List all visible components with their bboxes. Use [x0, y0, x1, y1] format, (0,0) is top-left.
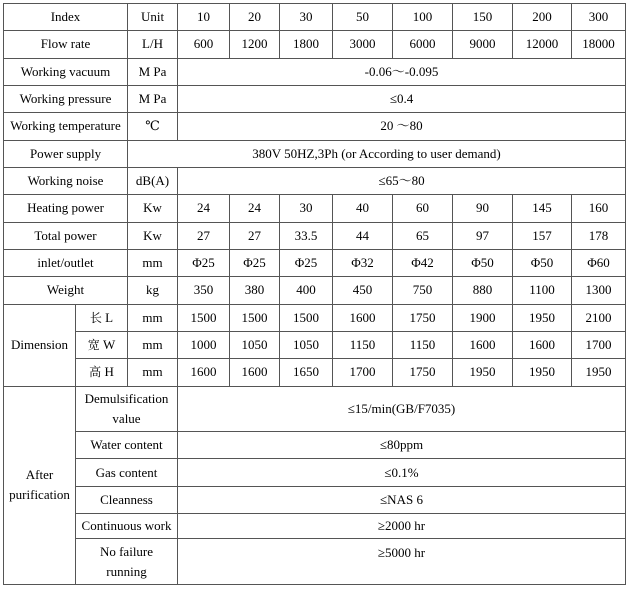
row-label: inlet/outlet	[4, 249, 128, 276]
weight-row	[4, 277, 626, 304]
value-cell: 30	[280, 195, 333, 222]
unit-cell: kg	[128, 277, 178, 304]
value-cell: 1750	[393, 359, 453, 386]
value-cell: Φ50	[453, 249, 513, 276]
value-cell: 60	[393, 195, 453, 222]
value-cell: 18000	[572, 31, 626, 58]
value-cell: 1500	[280, 304, 333, 331]
value-cell: 145	[513, 195, 572, 222]
row-label: Cleanness	[76, 486, 178, 513]
power-supply-row	[4, 140, 626, 167]
unit-cell: mm	[128, 331, 178, 358]
unit-cell: M Pa	[128, 58, 178, 85]
unit-cell: dB(A)	[128, 167, 178, 194]
merged-value-cell: ≤15/min(GB/F7035)	[178, 386, 626, 432]
value-cell: Φ25	[280, 249, 333, 276]
dimension-sub-label	[76, 359, 128, 386]
dimension-sub-label	[76, 304, 128, 331]
row-label: Weight	[4, 277, 128, 304]
value-cell: 1500	[230, 304, 280, 331]
row-label: Working temperature	[4, 113, 128, 140]
value-cell: 1900	[453, 304, 513, 331]
cleanness-row	[4, 486, 626, 513]
value-cell: 1050	[230, 331, 280, 358]
value-cell: 27	[178, 222, 230, 249]
unit-cell: L/H	[128, 31, 178, 58]
height-letter: H	[104, 364, 114, 380]
value-cell: 750	[393, 277, 453, 304]
dimension-length-row	[4, 304, 626, 331]
row-label	[76, 539, 178, 585]
working-pressure-row	[4, 85, 626, 112]
value-cell: 6000	[393, 31, 453, 58]
value-cell: 1950	[513, 304, 572, 331]
value-cell: 1650	[280, 359, 333, 386]
row-label: Continuous work	[76, 514, 178, 539]
value-cell: 1700	[572, 331, 626, 358]
value-cell: 24	[178, 195, 230, 222]
row-label: Working noise	[4, 167, 128, 194]
unit-cell: mm	[128, 359, 178, 386]
value-cell: 1950	[453, 359, 513, 386]
model-cell: 200	[513, 4, 572, 31]
merged-value-cell: ≤65～80	[178, 167, 626, 194]
merged-value-cell: 20 ～80	[178, 113, 626, 140]
value-cell: 450	[333, 277, 393, 304]
unit-cell: mm	[128, 249, 178, 276]
after-purification-label	[4, 386, 76, 584]
value-cell: 1000	[178, 331, 230, 358]
value-cell: 97	[453, 222, 513, 249]
merged-value-cell: ≤0.4	[178, 85, 626, 112]
merged-value-cell: ≥2000 hr	[178, 514, 626, 539]
after-label-line1: After	[25, 467, 54, 483]
no-failure-line1: No failure	[99, 543, 154, 559]
value-cell: Φ25	[178, 249, 230, 276]
value-cell: 380	[230, 277, 280, 304]
water-content-row	[4, 432, 626, 459]
value-cell: 1800	[280, 31, 333, 58]
value-cell: Φ32	[333, 249, 393, 276]
value-cell: 1950	[572, 359, 626, 386]
demulsification-line2: value	[112, 410, 141, 426]
value-cell: 44	[333, 222, 393, 249]
specification-table	[3, 3, 626, 585]
value-cell: 1950	[513, 359, 572, 386]
value-cell: 90	[453, 195, 513, 222]
index-label: Index	[4, 4, 128, 31]
model-cell: 150	[453, 4, 513, 31]
after-label-line2: purification	[9, 487, 70, 503]
row-label	[76, 386, 178, 432]
dimension-label: Dimension	[4, 304, 76, 386]
value-cell: 40	[333, 195, 393, 222]
value-cell: 1150	[393, 331, 453, 358]
row-label: Working vacuum	[4, 58, 128, 85]
working-noise-row	[4, 167, 626, 194]
value-cell: 12000	[513, 31, 572, 58]
dimension-width-row	[4, 331, 626, 358]
gas-content-row	[4, 459, 626, 486]
value-cell: 1600	[453, 331, 513, 358]
unit-header: Unit	[128, 4, 178, 31]
working-vacuum-row	[4, 58, 626, 85]
value-cell: 1050	[280, 331, 333, 358]
value-cell: Φ42	[393, 249, 453, 276]
model-cell: 100	[393, 4, 453, 31]
value-cell: 9000	[453, 31, 513, 58]
unit-cell: mm	[128, 304, 178, 331]
value-cell: 1600	[178, 359, 230, 386]
dimension-sub-label	[76, 331, 128, 358]
value-cell: 1600	[230, 359, 280, 386]
value-cell: Φ50	[513, 249, 572, 276]
width-letter: W	[103, 336, 116, 352]
value-cell: 24	[230, 195, 280, 222]
length-cn-label: 长	[89, 310, 102, 325]
demulsification-line1: Demulsification	[84, 390, 169, 406]
model-cell: 300	[572, 4, 626, 31]
value-cell: 1300	[572, 277, 626, 304]
value-cell: Φ60	[572, 249, 626, 276]
value-cell: 1150	[333, 331, 393, 358]
value-cell: 65	[393, 222, 453, 249]
value-cell: 400	[280, 277, 333, 304]
merged-value-cell: ≤80ppm	[178, 432, 626, 459]
no-failure-row	[4, 539, 626, 585]
flow-rate-row	[4, 31, 626, 58]
merged-value-cell: 380V 50HZ,3Ph (or According to user demand)	[128, 140, 626, 167]
value-cell: 1750	[393, 304, 453, 331]
value-cell: Φ25	[230, 249, 280, 276]
value-cell: 350	[178, 277, 230, 304]
value-cell: 880	[453, 277, 513, 304]
model-cell: 10	[178, 4, 230, 31]
value-cell: 2100	[572, 304, 626, 331]
value-cell: 1500	[178, 304, 230, 331]
merged-value-cell: ≥5000 hr	[178, 539, 626, 585]
row-label: Flow rate	[4, 31, 128, 58]
merged-value-cell: -0.06～-0.095	[178, 58, 626, 85]
value-cell: 178	[572, 222, 626, 249]
value-cell: 160	[572, 195, 626, 222]
merged-value-cell: ≤0.1%	[178, 459, 626, 486]
value-cell: 1700	[333, 359, 393, 386]
total-power-row	[4, 222, 626, 249]
demulsification-row	[4, 386, 626, 432]
row-label: Heating power	[4, 195, 128, 222]
row-label: Water content	[76, 432, 178, 459]
header-row	[4, 4, 626, 31]
model-cell: 50	[333, 4, 393, 31]
value-cell: 600	[178, 31, 230, 58]
value-cell: 1200	[230, 31, 280, 58]
value-cell: 33.5	[280, 222, 333, 249]
unit-cell: ℃	[128, 113, 178, 140]
value-cell: 3000	[333, 31, 393, 58]
unit-cell: M Pa	[128, 85, 178, 112]
value-cell: 1600	[333, 304, 393, 331]
unit-cell: Kw	[128, 195, 178, 222]
continuous-work-row	[4, 514, 626, 539]
row-label: Gas content	[76, 459, 178, 486]
heating-power-row	[4, 195, 626, 222]
no-failure-line2: running	[106, 563, 147, 579]
inlet-outlet-row	[4, 249, 626, 276]
width-cn-label: 宽	[87, 337, 100, 352]
unit-cell: Kw	[128, 222, 178, 249]
value-cell: 27	[230, 222, 280, 249]
length-letter: L	[105, 309, 114, 325]
value-cell: 1600	[513, 331, 572, 358]
row-label: Power supply	[4, 140, 128, 167]
row-label: Working pressure	[4, 85, 128, 112]
model-cell: 30	[280, 4, 333, 31]
value-cell: 1100	[513, 277, 572, 304]
height-cn-label: 高	[89, 365, 102, 380]
row-label: Total power	[4, 222, 128, 249]
model-cell: 20	[230, 4, 280, 31]
value-cell: 157	[513, 222, 572, 249]
dimension-height-row	[4, 359, 626, 386]
merged-value-cell: ≤NAS 6	[178, 486, 626, 513]
working-temperature-row	[4, 113, 626, 140]
